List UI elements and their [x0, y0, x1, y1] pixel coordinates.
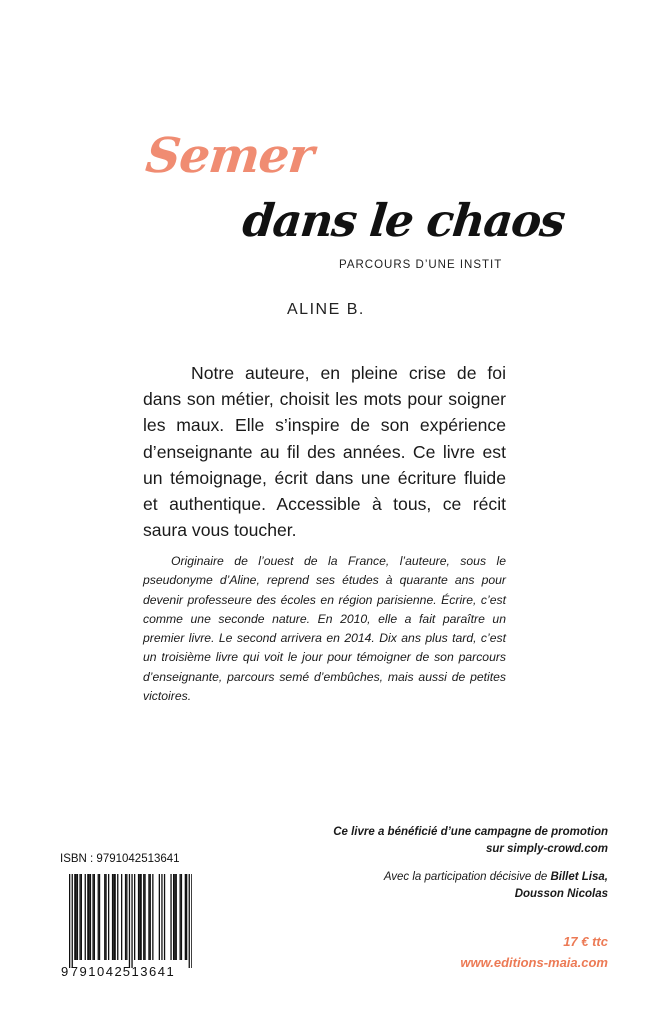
- barcode-bar: [77, 874, 78, 960]
- barcode-bar: [76, 874, 77, 960]
- isbn-barcode: [58, 870, 192, 980]
- promo-line-2: sur simply-crowd.com: [485, 843, 608, 855]
- partner-line-1: [308, 869, 608, 886]
- barcode-bar: [134, 874, 135, 960]
- barcode-bar: [150, 874, 151, 960]
- barcode-bar: [72, 874, 73, 968]
- partner-prefix: Avec la participation décisive de: [383, 871, 551, 883]
- barcode-bar: [126, 874, 127, 960]
- barcode-bar: [164, 874, 165, 960]
- barcode-bar: [92, 874, 93, 960]
- barcode-bar: [105, 874, 106, 960]
- barcode-bar: [113, 874, 114, 960]
- barcode-left-group: 791042: [70, 964, 124, 979]
- title-line-1: Semer: [143, 128, 316, 184]
- isbn-label: ISBN : 9791042513641: [60, 853, 180, 865]
- barcode-bar: [69, 874, 70, 968]
- author-name: ALINE B.: [287, 301, 365, 318]
- barcode-bar: [185, 874, 186, 960]
- barcode-bar: [180, 874, 181, 960]
- author-bio: Originaire de l’ouest de la France, l’auteure, sous le pseudonyme d’Aline, reprend ses études à quarante ans pour devenir professeure des écoles en région parisienne. Écrire, c’est comme une seconde nature. En 2010, elle a fait paraître un premier livre. Le second arrivera en 2014. Dix ans plus tard, c’est un troisième livre qui voit le jour pour témoigner de son parcours d’enseignante, parcours semé d’embûches, mais aussi de petites victoires.: [143, 554, 506, 704]
- partner-note: [308, 869, 608, 903]
- barcode-bar: [148, 874, 149, 960]
- barcode-bar: [152, 874, 153, 960]
- barcode-bar: [74, 874, 75, 960]
- barcode-first-digit: 9: [61, 964, 69, 979]
- partner-line-2: [308, 886, 608, 903]
- barcode-bar: [161, 874, 162, 960]
- barcode-bar: [85, 874, 86, 960]
- barcode-bar: [141, 874, 142, 960]
- barcode-bar: [112, 874, 113, 960]
- barcode-bar: [144, 874, 145, 960]
- barcode-bar: [191, 874, 192, 968]
- subtitle: PARCOURS D’UNE INSTIT: [339, 259, 503, 271]
- partner-name-1: Billet Lisa,: [550, 871, 608, 883]
- barcode-bar: [129, 874, 130, 968]
- barcode-bar: [87, 874, 88, 960]
- promo-line-1: Ce livre a bénéficié d’une campagne de promotion: [333, 826, 608, 838]
- barcode-bar: [89, 874, 90, 960]
- partner-name-2: Dousson Nicolas: [514, 888, 608, 900]
- barcode-bar: [81, 874, 82, 960]
- barcode-bar: [79, 874, 80, 960]
- barcode-bar: [98, 874, 99, 960]
- barcode-bar: [174, 874, 175, 960]
- barcode-bar: [170, 874, 171, 960]
- promo-note: [308, 824, 608, 858]
- barcode-bar: [173, 874, 174, 960]
- barcode-bar: [186, 874, 187, 960]
- barcode-bar: [104, 874, 105, 960]
- barcode-right-group: 513641: [122, 964, 176, 979]
- barcode-graphic: [58, 870, 192, 980]
- barcode-bar: [159, 874, 160, 960]
- barcode-bar: [121, 874, 122, 960]
- title-line-2: dans le chaos: [240, 194, 567, 247]
- publisher-website: www.editions-maia.com: [460, 955, 608, 970]
- book-blurb: Notre auteure, en pleine crise de foi dans son métier, choisit les mots pour soigner les maux. Elle s’inspire de son expérience d’enseignante au fil des années. Ce livre est un témoignage, écrit dans une écriture fluide et authentique. Accessible à tous, ce récit saura vous toucher.: [143, 363, 506, 541]
- barcode-bar: [108, 874, 109, 960]
- barcode-bar: [90, 874, 91, 960]
- barcode-bar: [138, 874, 139, 960]
- barcode-bar: [125, 874, 126, 960]
- barcode-bar: [176, 874, 177, 960]
- barcode-bar: [94, 874, 95, 960]
- barcode-bar: [99, 874, 100, 960]
- barcode-bar: [189, 874, 190, 968]
- price: 17 € ttc: [563, 934, 608, 949]
- barcode-bar: [131, 874, 132, 968]
- barcode-bar: [117, 874, 118, 960]
- barcode-bar: [181, 874, 182, 960]
- barcode-bar: [115, 874, 116, 960]
- barcode-bar: [139, 874, 140, 960]
- barcode-bar: [143, 874, 144, 960]
